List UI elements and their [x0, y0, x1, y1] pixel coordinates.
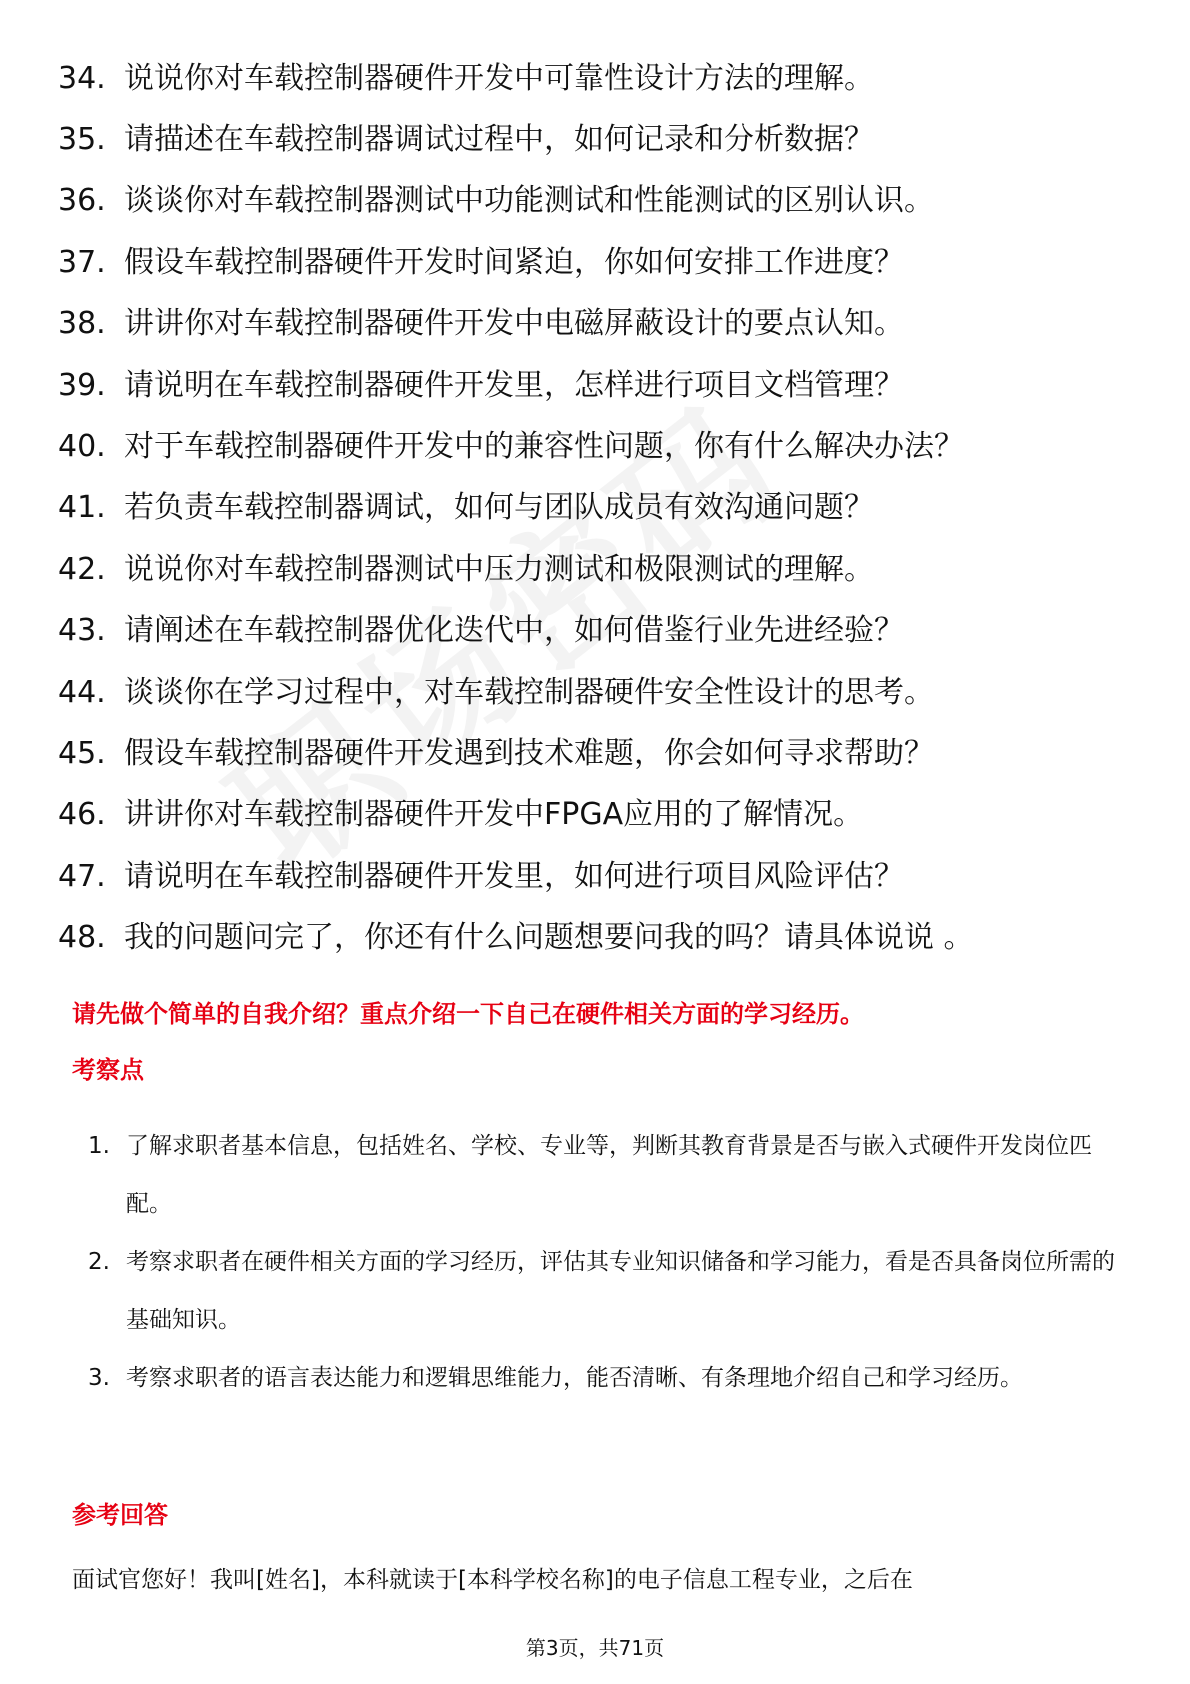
question-number: 45. — [58, 735, 106, 771]
question-text: 请阐述在车载控制器优化迭代中，如何借鉴行业先进经验？ — [124, 613, 904, 649]
point-number: 1. — [88, 1133, 110, 1159]
question-text: 请说明在车载控制器硬件开发里，怎样进行项目文档管理？ — [124, 367, 904, 403]
question-item — [58, 48, 1138, 109]
question-item — [58, 723, 1138, 784]
point-text: 了解求职者基本信息，包括姓名、学校、专业等，判断其教育背景是否与嵌入式硬件开发岗位匹配。 — [126, 1133, 1092, 1217]
question-number: 40. — [58, 429, 106, 465]
question-text: 假设车载控制器硬件开发时间紧迫，你如何安排工作进度？ — [124, 244, 904, 280]
points-list — [88, 1117, 1128, 1407]
point-text: 考察求职者在硬件相关方面的学习经历，评估其专业知识储备和学习能力，看是否具备岗位所需的基础知识。 — [126, 1249, 1115, 1333]
section-title-points: 考察点 — [72, 1056, 144, 1084]
question-item — [58, 171, 1138, 232]
question-item — [58, 907, 1138, 968]
question-number: 47. — [58, 858, 106, 894]
question-item — [58, 539, 1138, 600]
question-text: 谈谈你对车载控制器测试中功能测试和性能测试的区别认识。 — [124, 183, 934, 219]
question-number: 35. — [58, 122, 106, 158]
question-number: 36. — [58, 183, 106, 219]
question-item — [58, 478, 1138, 539]
question-number: 46. — [58, 797, 106, 833]
question-text: 请描述在车载控制器调试过程中，如何记录和分析数据？ — [124, 122, 874, 158]
question-item — [58, 416, 1138, 477]
point-item — [88, 1117, 1128, 1233]
point-number: 2. — [88, 1249, 110, 1275]
question-number: 44. — [58, 674, 106, 710]
question-item — [58, 232, 1138, 293]
question-number: 37. — [58, 244, 106, 280]
question-text: 我的问题问完了，你还有什么问题想要问我的吗？请具体说说 。 — [124, 920, 974, 956]
question-item — [58, 785, 1138, 846]
question-text: 说说你对车载控制器硬件开发中可靠性设计方法的理解。 — [124, 60, 874, 96]
question-item — [58, 846, 1138, 907]
point-item — [88, 1349, 1128, 1407]
section-title-answer: 参考回答 — [72, 1501, 168, 1529]
question-text: 讲讲你对车载控制器硬件开发中FPGA应用的了解情况。 — [124, 797, 864, 833]
point-item — [88, 1233, 1128, 1349]
question-item — [58, 109, 1138, 170]
question-number: 39. — [58, 367, 106, 403]
question-item — [58, 601, 1138, 662]
question-text: 谈谈你在学习过程中，对车载控制器硬件安全性设计的思考。 — [124, 674, 934, 710]
question-text: 若负责车载控制器调试，如何与团队成员有效沟通问题？ — [124, 490, 874, 526]
question-number: 41. — [58, 490, 106, 526]
question-number: 34. — [58, 60, 106, 96]
question-text: 对于车载控制器硬件开发中的兼容性问题，你有什么解决办法？ — [124, 429, 964, 465]
point-text: 考察求职者的语言表达能力和逻辑思维能力，能否清晰、有条理地介绍自己和学习经历。 — [126, 1365, 1023, 1391]
highlight-question: 请先做个简单的自我介绍？重点介绍一下自己在硬件相关方面的学习经历。 — [72, 1000, 864, 1028]
question-number: 43. — [58, 613, 106, 649]
question-item — [58, 294, 1138, 355]
answer-text: 面试官您好！我叫[姓名]，本科就读于[本科学校名称]的电子信息工程专业，之后在 — [72, 1567, 913, 1593]
question-text: 请说明在车载控制器硬件开发里，如何进行项目风险评估？ — [124, 858, 904, 894]
question-text: 假设车载控制器硬件开发遇到技术难题，你会如何寻求帮助？ — [124, 735, 934, 771]
point-number: 3. — [88, 1365, 110, 1391]
page-footer: 第3页，共71页 — [525, 1636, 665, 1660]
question-list — [58, 48, 1138, 969]
question-text: 讲讲你对车载控制器硬件开发中电磁屏蔽设计的要点认知。 — [124, 306, 904, 342]
question-text: 说说你对车载控制器测试中压力测试和极限测试的理解。 — [124, 551, 874, 587]
question-number: 42. — [58, 551, 106, 587]
question-item — [58, 662, 1138, 723]
question-item — [58, 355, 1138, 416]
question-number: 48. — [58, 920, 106, 956]
question-number: 38. — [58, 306, 106, 342]
